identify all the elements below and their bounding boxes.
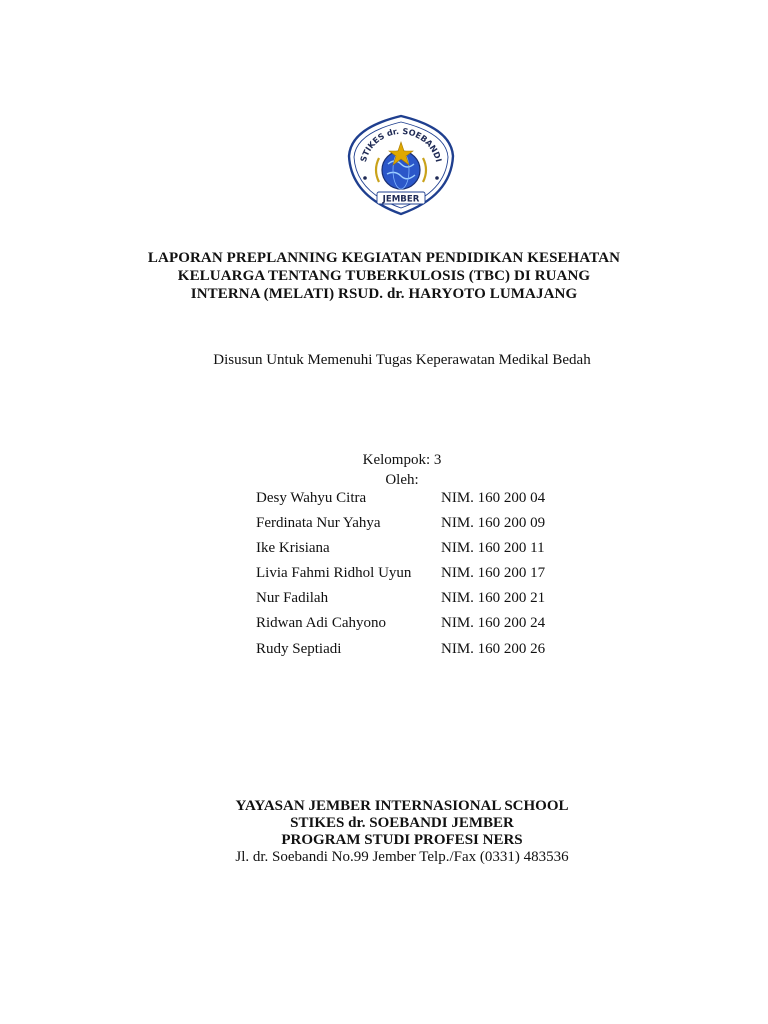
title-line-3: INTERNA (MELATI) RSUD. dr. HARYOTO LUMAJANG bbox=[190, 286, 578, 302]
member-nim: NIM. 160 200 24 bbox=[441, 615, 546, 632]
school-name: STIKES dr. SOEBANDI JEMBER bbox=[290, 815, 514, 831]
member-name: Ridwan Adi Cahyono bbox=[256, 615, 386, 632]
foundation-name: YAYASAN JEMBER INTERNASIONAL SCHOOL bbox=[235, 798, 569, 814]
member-name: Rudy Septiadi bbox=[256, 640, 342, 657]
member-nim: NIM. 160 200 21 bbox=[441, 590, 546, 607]
institution-address: Jl. dr. Soebandi No.99 Jember Telp./Fax (0331) 483536 bbox=[235, 849, 569, 865]
title-line-1: LAPORAN PREPLANNING KEGIATAN PENDIDIKAN KESEHATAN bbox=[147, 250, 621, 266]
svg-text:STIKES dr. SOEBANDI: STIKES dr. SOEBANDI bbox=[358, 125, 444, 164]
member-nim: NIM. 160 200 17 bbox=[441, 565, 546, 582]
member-row bbox=[256, 588, 576, 613]
member-name: Ike Krisiana bbox=[256, 540, 330, 557]
member-row bbox=[256, 563, 576, 588]
member-nim: NIM. 160 200 26 bbox=[441, 640, 546, 657]
title-line-2: KELUARGA TENTANG TUBERKULOSIS (TBC) DI RUANG bbox=[177, 268, 591, 284]
member-row bbox=[256, 488, 576, 513]
program-name: PROGRAM STUDI PROFESI NERS bbox=[281, 832, 523, 848]
member-name: Nur Fadilah bbox=[256, 590, 329, 607]
member-row bbox=[256, 613, 576, 638]
group-label: Kelompok: 3 bbox=[362, 452, 442, 468]
member-name: Desy Wahyu Citra bbox=[256, 490, 367, 506]
document-subtitle: Disusun Untuk Memenuhi Tugas Keperawatan Medikal Bedah bbox=[213, 352, 591, 368]
member-nim: NIM. 160 200 04 bbox=[441, 490, 546, 506]
stikes-seal-icon bbox=[343, 112, 459, 218]
member-row bbox=[256, 538, 576, 563]
member-nim: NIM. 160 200 11 bbox=[441, 540, 545, 557]
member-row bbox=[256, 639, 576, 664]
member-name: Livia Fahmi Ridhol Uyun bbox=[256, 565, 412, 582]
svg-text:JEMBER: JEMBER bbox=[382, 194, 420, 205]
institution-footer bbox=[0, 798, 768, 866]
by-label: Oleh: bbox=[385, 472, 419, 488]
document-title bbox=[0, 249, 768, 303]
member-name: Ferdinata Nur Yahya bbox=[256, 515, 381, 532]
member-list bbox=[256, 488, 576, 664]
stikes-logo bbox=[343, 112, 459, 218]
member-nim: NIM. 160 200 09 bbox=[441, 515, 546, 532]
member-row bbox=[256, 513, 576, 538]
